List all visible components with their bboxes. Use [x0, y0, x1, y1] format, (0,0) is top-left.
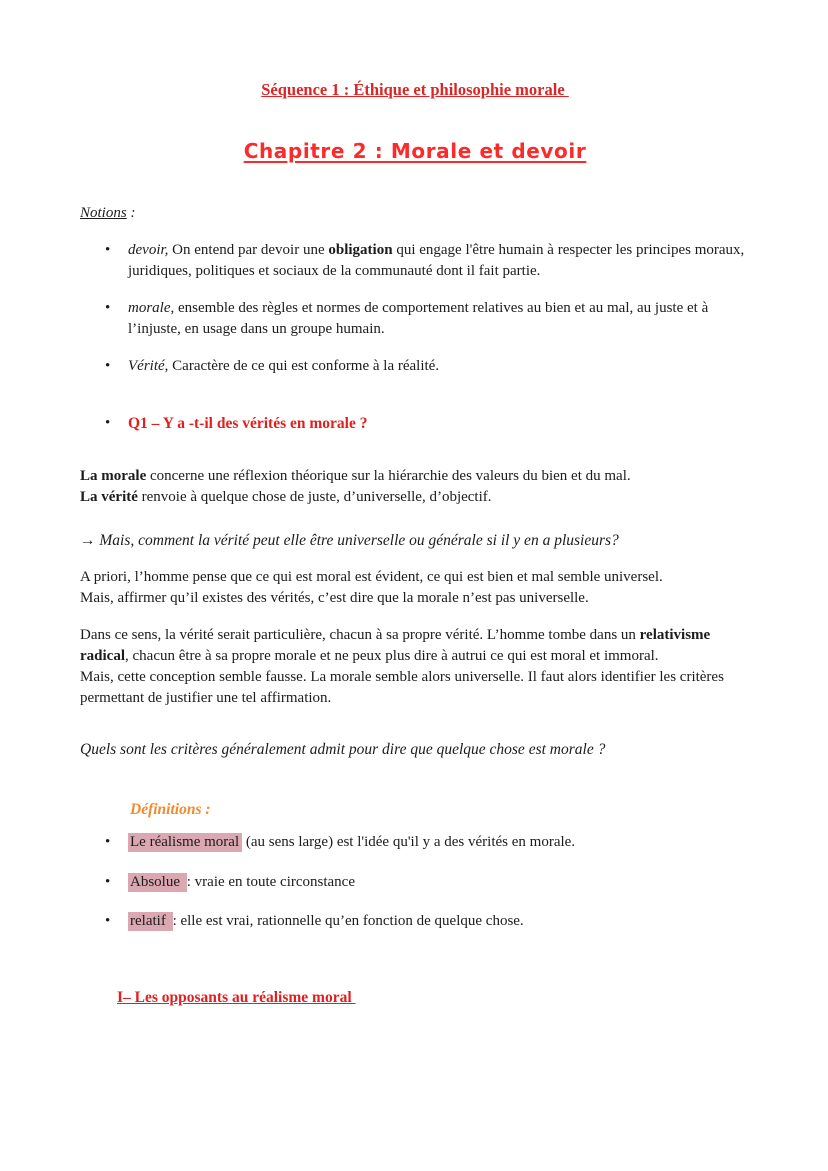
bullet-icon: [105, 872, 128, 893]
paragraph-morale-verite: [80, 466, 750, 508]
notions-list: [80, 240, 750, 434]
notion-devoir-before-bold: On entend par devoir une: [168, 242, 329, 258]
bullet-icon: [105, 832, 128, 853]
definition-realisme-rest: (au sens large) est l'idée qu'il y a des vérités en morale.: [242, 834, 576, 850]
definition-absolue-rest: : vraie en toute circonstance: [186, 874, 356, 890]
highlighted-term-relatif: relatif: [128, 912, 173, 931]
bullet-icon: [105, 413, 128, 434]
p3-bold-relativisme: relativisme radical: [80, 627, 711, 664]
arrow-question-text: Mais, comment la vérité peut elle être universelle ou générale si il y en a plusieurs?: [99, 532, 619, 549]
paragraph-arrow-question: [80, 530, 750, 551]
list-item-devoir: [105, 240, 750, 282]
highlighted-term-absolue: Absolue: [128, 873, 187, 892]
list-item-verite: [105, 356, 750, 377]
notion-devoir-text: [128, 240, 750, 282]
notions-heading: [80, 203, 750, 223]
definition-relatif-text: [128, 911, 750, 932]
bullet-icon: [105, 356, 128, 377]
bullet-icon: [105, 298, 128, 340]
highlighted-term-realisme: Le réalisme moral: [128, 833, 242, 852]
p2-line-2: Mais, affirmer qu’il existes des vérités, c’est dire que la morale n’est pas universelle.: [80, 590, 589, 606]
chapter-title: Chapitre 2 : Morale et devoir: [243, 139, 587, 163]
notions-label: Notions: [80, 205, 127, 221]
arrow-icon: →: [80, 532, 100, 549]
list-item-question-q1: [105, 413, 750, 434]
notion-term-morale: morale: [128, 300, 171, 316]
p3-text-1: Dans ce sens, la vérité serait particulière, chacun à sa propre vérité. L’homme tombe dans un: [80, 627, 640, 643]
notion-morale-rest: , ensemble des règles et normes de comportement relatives au bien et au mal, au juste et à l’injuste, en usage dans un groupe humain.: [128, 300, 709, 337]
notion-devoir-bold: obligation: [328, 242, 393, 258]
question-criteres: Quels sont les critères généralement admit pour dire que quelque chose est morale ?: [80, 741, 606, 758]
p2-line-1: A priori, l’homme pense que ce qui est moral est évident, ce qui est bien et mal semble universel.: [80, 569, 663, 585]
definitions-heading: Définitions :: [130, 801, 211, 818]
notion-term-devoir: devoir,: [128, 242, 169, 258]
list-item-morale: [105, 298, 750, 340]
bullet-icon: [105, 911, 128, 932]
definition-relatif-rest: : elle est vrai, rationnelle qu’en fonction de quelque chose.: [172, 913, 524, 929]
definitions-list: [80, 832, 750, 932]
notion-morale-text: [128, 298, 750, 340]
definition-absolue-text: [128, 872, 750, 893]
p3-text-2: , chacun être à sa propre morale et ne peux plus dire à autrui ce qui est moral et immoral.: [125, 648, 659, 664]
notion-verite-text: [128, 356, 750, 377]
definition-realisme-text: [128, 832, 750, 853]
sequence-title: Séquence 1 : Éthique et philosophie morale: [261, 80, 569, 99]
paragraph-relativisme: [80, 625, 750, 709]
notion-devoir-after-bold: qui engage l'être humain à respecter les principes moraux, juridiques, politiques et sociaux de la communauté dont il fait partie.: [128, 242, 745, 279]
p3-text-3: Mais, cette conception semble fausse. La morale semble alors universelle. Il faut alors identifier les critères permettant de justifier une tel affirmation.: [80, 669, 724, 706]
notion-term-verite: Vérité: [128, 358, 165, 374]
p1-bold-la-morale: La morale: [80, 468, 147, 484]
list-item-realisme-moral: [105, 832, 750, 853]
notion-verite-rest: , Caractère de ce qui est conforme à la réalité.: [164, 358, 440, 374]
p1-text-1: concerne une réflexion théorique sur la hiérarchie des valeurs du bien et du mal.: [146, 468, 631, 484]
p1-bold-la-verite: La vérité: [80, 489, 138, 505]
p1-text-2: renvoie à quelque chose de juste, d’universelle, d’objectif.: [137, 489, 492, 505]
bullet-icon: [105, 240, 128, 282]
section-heading-opposants: I– Les opposants au réalisme moral: [117, 989, 356, 1006]
notions-colon: :: [126, 205, 136, 221]
list-item-relatif: [105, 911, 750, 932]
question-q1: Q1 – Y a -t-il des vérités en morale ?: [128, 415, 368, 432]
list-item-absolue: [105, 872, 750, 893]
paragraph-a-priori: [80, 567, 750, 609]
